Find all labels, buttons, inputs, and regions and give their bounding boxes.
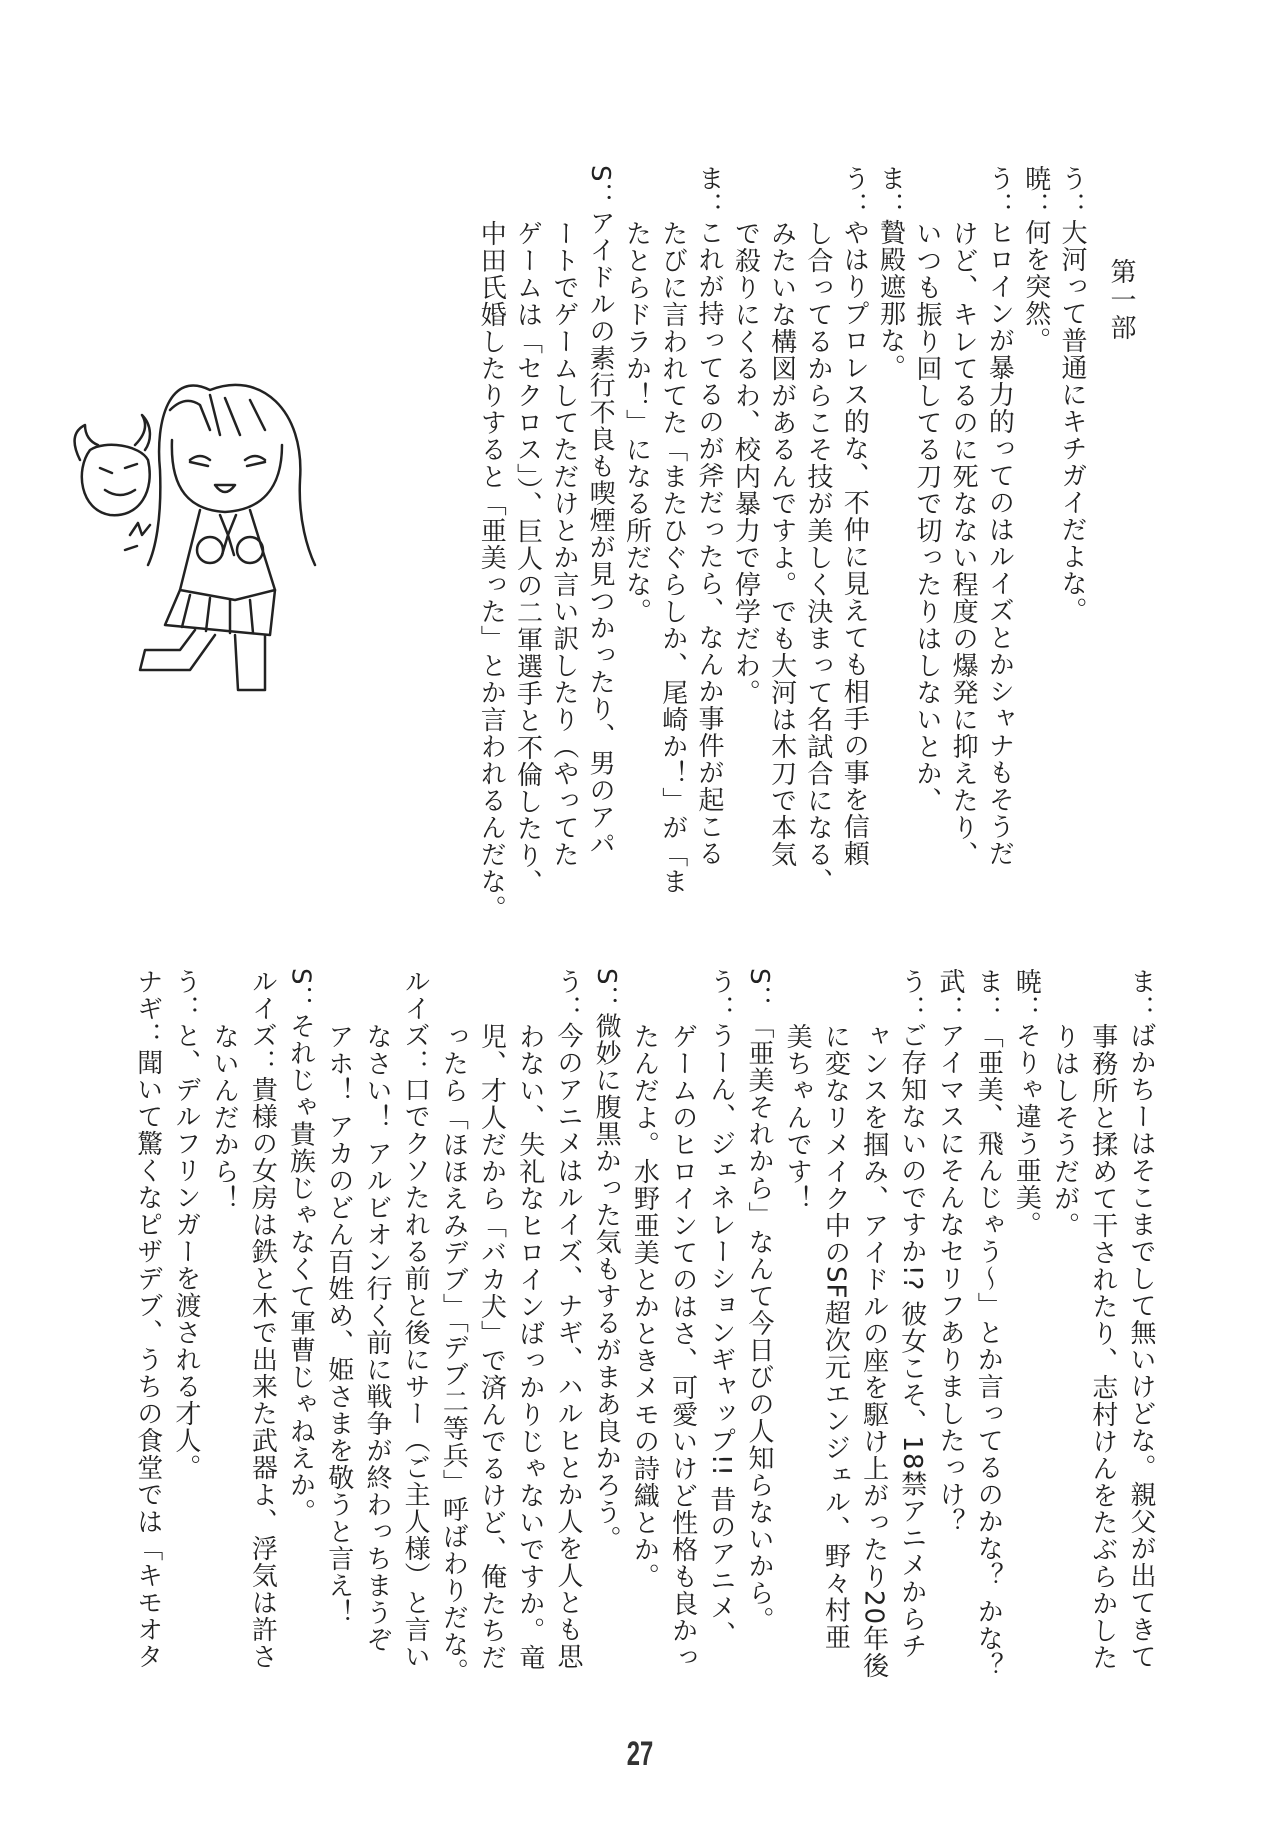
dialogue-text: ヒロインが暴力的ってのはルイズとかシャナもそうだ	[984, 219, 1015, 867]
dialogue-line	[1017, 165, 1053, 875]
dialogue-line	[981, 165, 1017, 875]
dialogue-text: ばかちーはそこまでして無いけどな。親父が出てきて	[1126, 1022, 1156, 1670]
dialogue-text: ゲームは「セクロス」）、巨人の二軍選手と不倫したり、	[512, 219, 543, 896]
dialogue-continuation-line	[816, 968, 854, 1708]
speaker-name: ま	[875, 165, 906, 192]
dialogue-text: 微妙に腹黒かった気もするがまあ良かろう。	[591, 1012, 622, 1553]
speaker-name: S	[585, 165, 616, 183]
dialogue-text: うーん、ジェネレーションギャップ!! 昔のアニメ、	[705, 1022, 736, 1649]
dialogue-continuation-line	[473, 165, 509, 922]
speaker-separator: ：	[552, 995, 583, 1022]
speaker-name: ルイズ	[247, 968, 278, 1049]
dialogue-text: 貴様の女房は鉄と木で出来た武器よ、浮気は許さ	[247, 1076, 278, 1670]
speaker-name: S	[743, 968, 774, 986]
dialogue-continuation-line	[472, 968, 510, 1708]
dialogue-text: ゲームのヒロインてのはさ、可愛いけど性格も良かっ	[667, 1022, 698, 1671]
speaker-separator: ：	[285, 985, 316, 1013]
dialogue-text: アイドルの素行不良も喫煙が見つかったり、男のアパ	[585, 209, 616, 858]
speaker-name: う	[839, 165, 870, 192]
dialogue-line	[1122, 968, 1160, 1708]
dialogue-text: 児、才人だから「バカ犬」で済んでるけど、俺たちだ	[476, 1022, 507, 1671]
speaker-separator: ：	[934, 995, 965, 1022]
speaker-separator: ：	[591, 985, 622, 1013]
speaker-name: ま	[1126, 968, 1156, 995]
dialogue-line	[872, 165, 908, 875]
speaker-separator: ：	[1126, 995, 1156, 1022]
speaker-name: ま	[694, 165, 725, 192]
dialogue-text: ないんだから！	[209, 1022, 240, 1212]
dialogue-continuation-line	[546, 165, 582, 875]
dialogue-line	[931, 968, 969, 1708]
dialogue-continuation-line	[854, 968, 892, 1708]
dialogue-text: し合ってるからこそ技が美しく決まって名試合になる、	[802, 219, 833, 895]
speaker-name: 暁	[1020, 165, 1051, 192]
speaker-separator: ：	[247, 1049, 278, 1076]
speaker-name: う	[552, 968, 583, 995]
speaker-separator: ：	[839, 192, 870, 219]
dialogue-continuation-line	[205, 968, 243, 1708]
speaker-name: 武	[934, 968, 965, 995]
speaker-separator: ：	[400, 1049, 431, 1076]
dialogue-text: と、デルフリンガーを渡される才人。	[170, 1022, 201, 1481]
dialogue-line	[893, 968, 931, 1708]
dialogue-line	[1007, 968, 1045, 1708]
speaker-separator: ：	[1011, 995, 1042, 1022]
dialogue-text: なさい！ アルビオン行く前に戦争が終わっちまうぞ	[361, 1022, 392, 1653]
page-number: 27	[626, 1735, 654, 1773]
dialogue-text: 「亜美、飛んじゃう〜」とか言ってるのかな？ かな？	[973, 1022, 1004, 1680]
dialogue-text: やはりプロレス的な、不仲に見えても相手の事を信頼	[839, 219, 870, 867]
speaker-separator: ：	[585, 182, 616, 210]
dialogue-continuation-line	[1045, 968, 1083, 1708]
dialogue-continuation-line	[763, 165, 799, 875]
speaker-separator: ：	[170, 995, 201, 1022]
dialogue-text: けど、キレてるのに死なない程度の爆発に抑えたり、	[948, 219, 979, 868]
speaker-separator: ：	[132, 1022, 163, 1049]
speaker-separator: ：	[896, 995, 927, 1022]
dialogue-continuation-line	[509, 165, 545, 896]
dialogue-line	[740, 968, 778, 1708]
dialogue-continuation-line	[727, 165, 763, 875]
chibi-girl-illustration	[60, 350, 330, 710]
dialogue-continuation-line	[618, 165, 654, 875]
dialogue-text: 今のアニメはルイズ、ナギ、ハルヒとか人を人とも思	[552, 1022, 583, 1670]
dialogue-text: たびに言われてた「またひぐらしか、尾崎か！」が「ま	[657, 219, 688, 895]
dialogue-continuation-line	[778, 968, 816, 1708]
dialogue-continuation-line	[909, 165, 945, 875]
dialogue-text: みたいな構図があるんですよ。でも大河は木刀で本気	[766, 219, 797, 868]
dialogue-text: 中田氏婚したりすると「亜美った」とか言われるんだな。	[476, 219, 507, 922]
dialogue-continuation-line	[358, 968, 396, 1708]
dialogue-block-bottom	[129, 968, 1160, 1708]
dialogue-line	[691, 165, 727, 875]
dialogue-text: 何を突然。	[1020, 219, 1051, 354]
section-heading: 第一部	[1106, 258, 1136, 342]
dialogue-line	[549, 968, 587, 1708]
dialogue-text: 事務所と揉めて干されたり、志村けんをたぶらかした	[1087, 1022, 1118, 1671]
speaker-name: う	[170, 968, 201, 995]
speaker-separator: ：	[705, 995, 736, 1022]
dialogue-continuation-line	[1084, 968, 1122, 1708]
dialogue-text: 「亜美それから」なんて今日びの人知らないから。	[743, 1012, 774, 1634]
speaker-name: S	[591, 968, 622, 986]
dialogue-continuation-line	[800, 165, 836, 895]
speaker-separator: ：	[875, 192, 906, 219]
dialogue-text: それじゃ貴族じゃなくて軍曹じゃねえか。	[285, 1012, 316, 1526]
dialogue-line	[396, 968, 434, 1708]
dialogue-text: ご存知ないのですか!? 彼女こそ、18禁アニメからチ	[896, 1022, 927, 1660]
dialogue-continuation-line	[434, 968, 472, 1708]
dialogue-text: いつも振り回してる刀で切ったりはしないとか、	[911, 219, 942, 814]
dialogue-text: で殺りにくるわ、校内暴力で停学だわ。	[730, 219, 761, 706]
dialogue-text: わない、失礼なヒロインばっかりじゃないですか。竜	[514, 1022, 545, 1671]
dialogue-continuation-line	[663, 968, 701, 1708]
speaker-separator: ：	[1020, 192, 1051, 219]
dialogue-line	[129, 968, 167, 1708]
dialogue-text: 美ちゃんです！	[782, 1022, 813, 1212]
dialogue-text: ートでゲームしてただけとか言い訳したり（やってた	[548, 219, 579, 868]
dialogue-block-top	[473, 165, 1090, 922]
speaker-name: う	[1057, 165, 1087, 192]
dialogue-line	[243, 968, 281, 1708]
dialogue-text: たんだよ。水野亜美とかときメモの詩織とか。	[629, 1022, 660, 1590]
dialogue-continuation-line	[654, 165, 690, 895]
dialogue-text: これが持ってるのが斧だったら、なんか事件が起こる	[694, 219, 725, 867]
dialogue-continuation-line	[945, 165, 981, 875]
speaker-separator: ：	[984, 192, 1015, 219]
dialogue-text: に変なリメイク中のSF超次元エンジェル、野々村亜	[820, 1022, 851, 1651]
speaker-name: ナギ	[132, 968, 163, 1022]
dialogue-text: ャンスを掴み、アイドルの座を駆け上がったり20年後	[858, 1022, 889, 1679]
speaker-name: S	[285, 968, 316, 986]
speaker-separator: ：	[1057, 192, 1087, 219]
dialogue-line	[969, 968, 1007, 1708]
speaker-separator: ：	[973, 995, 1004, 1022]
dialogue-text: そりゃ違う亜美。	[1011, 1022, 1042, 1238]
dialogue-line	[582, 165, 618, 875]
dialogue-text: 大河って普通にキチガイだよな。	[1057, 219, 1087, 624]
dialogue-line	[281, 968, 319, 1708]
dialogue-line	[587, 968, 625, 1708]
speaker-name: ま	[973, 968, 1004, 995]
dialogue-line	[836, 165, 872, 875]
speaker-name: う	[896, 968, 927, 995]
speaker-name: う	[705, 968, 736, 995]
dialogue-line	[1054, 165, 1090, 875]
speaker-separator: ：	[694, 192, 725, 219]
dialogue-continuation-line	[511, 968, 549, 1708]
speaker-separator: ：	[743, 985, 774, 1013]
dialogue-text: りはしそうだが。	[1049, 1022, 1080, 1239]
dialogue-line	[167, 968, 205, 1708]
dialogue-text: アイマスにそんなセリフありましたっけ？	[934, 1022, 965, 1535]
dialogue-text: アホ！ アカのどん百姓め、姫さまを敬うと言え！	[323, 1022, 354, 1626]
dialogue-text: たとらドラか！」になる所だな。	[621, 219, 652, 625]
dialogue-text: ったら「ほほえみデブ」「デブ二等兵」呼ばわりだな。	[438, 1022, 469, 1685]
dialogue-text: 贄殿遮那な。	[875, 219, 906, 381]
speaker-name: ルイズ	[400, 968, 431, 1049]
dialogue-continuation-line	[625, 968, 663, 1708]
speaker-name: う	[984, 165, 1015, 192]
dialogue-text: 聞いて驚くなピザデブ、うちの食堂では「キモオタ	[132, 1049, 163, 1670]
dialogue-line	[702, 968, 740, 1708]
speaker-name: 暁	[1011, 968, 1042, 995]
dialogue-continuation-line	[320, 968, 358, 1708]
dialogue-text: 口でクソたれる前と後にサー（ご主人様）と言い	[400, 1076, 431, 1670]
